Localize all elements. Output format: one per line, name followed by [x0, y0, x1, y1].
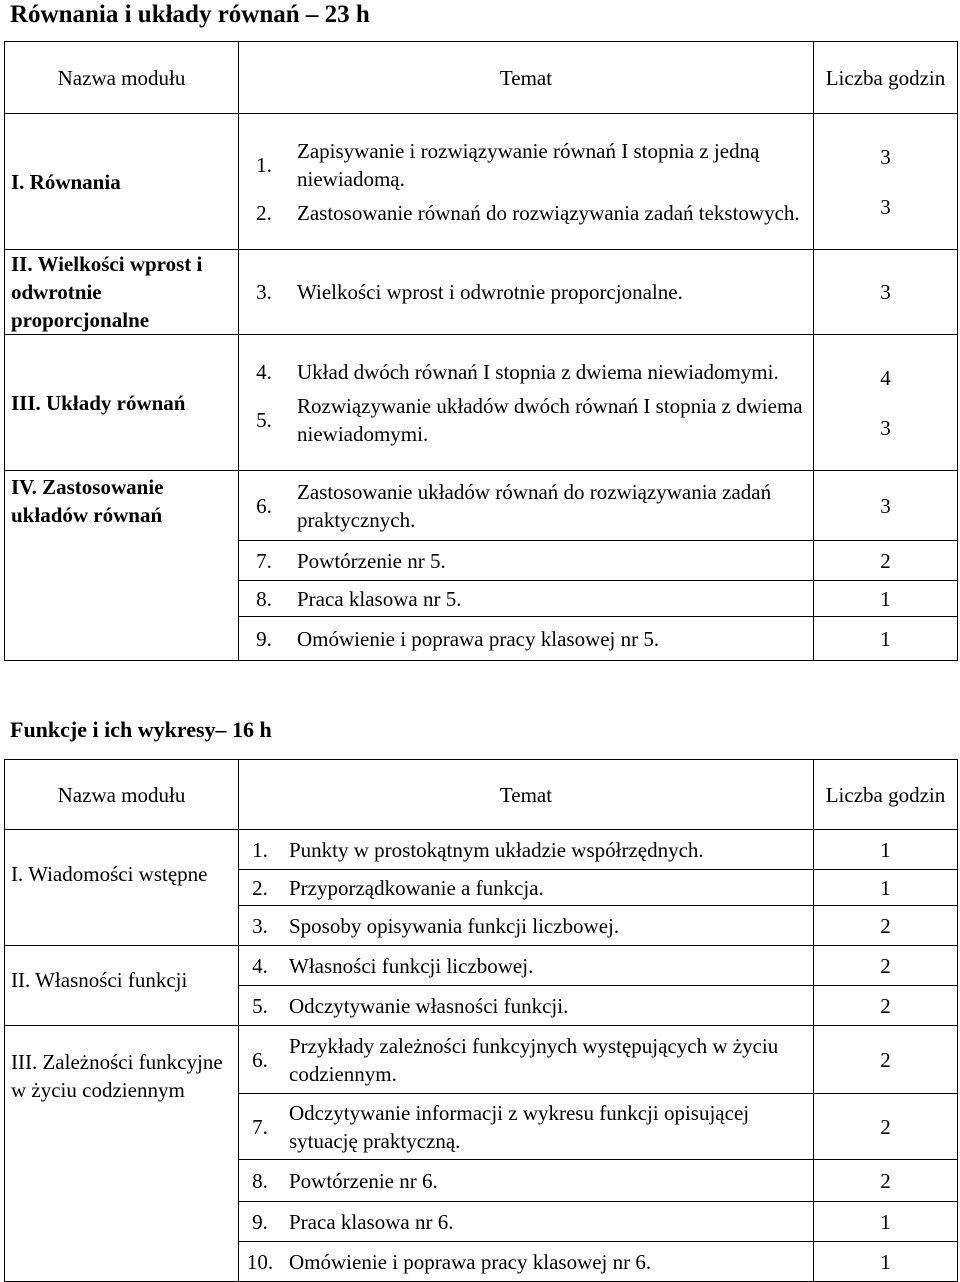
- topic-entry: [245, 1208, 807, 1236]
- topic-text: Odczytywanie informacji z wykresu funkcji opisującej sytuację praktyczną.: [289, 1100, 750, 1153]
- header-hours: Liczba godzin: [814, 42, 958, 114]
- topic-cell: [239, 986, 814, 1026]
- module-name: I. Wiadomości wstępne: [5, 830, 239, 946]
- topic-row: [5, 830, 958, 870]
- topic-hours: 1: [814, 617, 958, 661]
- topic-number: 10.: [246, 1249, 274, 1274]
- topic-number: 4.: [256, 359, 272, 384]
- topic-cell: [239, 114, 814, 250]
- topic-number: 5.: [252, 993, 268, 1018]
- topic-entry: [245, 874, 807, 902]
- topic-number: 2.: [256, 200, 272, 225]
- module-name: III. Układy równań: [5, 335, 239, 471]
- topic-number: 7.: [256, 548, 272, 573]
- topic-entry: [245, 392, 807, 448]
- topic-hours: 2: [814, 1094, 958, 1160]
- section-title-equations: Równania i układy równań – 23 h: [10, 1, 370, 28]
- topic-hours: 1: [814, 870, 958, 906]
- topic-text: Omówienie i poprawa pracy klasowej nr 5.: [297, 626, 660, 651]
- topic-text: Przyporządkowanie a funkcja.: [289, 875, 544, 900]
- topic-number: 3.: [252, 913, 268, 938]
- topic-number: 8.: [252, 1168, 268, 1193]
- topic-text: Zastosowanie układów równań do rozwiązywania zadań praktycznych.: [297, 479, 772, 532]
- topic-number: 7.: [252, 1114, 268, 1139]
- topic-text: Wielkości wprost i odwrotnie proporcjonalne.: [297, 280, 683, 304]
- topic-entry: [245, 137, 807, 193]
- hours-cell: [814, 335, 958, 471]
- functions-curriculum-table: [4, 759, 958, 1282]
- topic-number: 1.: [252, 837, 268, 862]
- header-topic: Temat: [239, 42, 814, 114]
- topic-entry: [245, 358, 807, 386]
- topic-cell: [239, 250, 814, 335]
- header-row: [5, 42, 958, 114]
- topic-text: Praca klasowa nr 5.: [297, 586, 462, 611]
- topic-text: Praca klasowa nr 6.: [289, 1209, 454, 1234]
- topic-number: 8.: [256, 586, 272, 611]
- topic-row: [5, 1026, 958, 1094]
- header-module-name: Nazwa modułu: [5, 760, 239, 830]
- topic-entry: [245, 1032, 807, 1088]
- topic-entry: [245, 1167, 807, 1195]
- topic-hours: 1: [814, 830, 958, 870]
- module-name: III. Zależności funkcyjne w życiu codziennym: [5, 1026, 239, 1282]
- topic-number: 1.: [256, 152, 272, 177]
- hours-cell: [814, 114, 958, 250]
- module-row: [5, 250, 958, 335]
- topic-text: Zapisywanie i rozwiązywanie równań I stopnia z jedną niewiadomą.: [297, 138, 760, 191]
- module-name: II. Wielkości wprost i odwrotnie proporcjonalne: [5, 250, 239, 335]
- topic-entry: [245, 1099, 807, 1155]
- module-name: IV. Zastosowanie układów równań: [5, 471, 239, 661]
- topic-entry: [245, 1248, 807, 1276]
- topic-text: Zastosowanie równań do rozwiązywania zadań tekstowych.: [297, 200, 800, 225]
- topic-hours: 2: [814, 1026, 958, 1094]
- topic-cell: [239, 830, 814, 870]
- topic-entry: [245, 625, 807, 653]
- topic-number: 3.: [256, 280, 272, 304]
- topic-text: Rozwiązywanie układów dwóch równań I stopnia z dwiema niewiadomymi.: [297, 393, 803, 446]
- topic-hours: 4: [880, 365, 891, 390]
- topic-hours: 2: [814, 946, 958, 986]
- topic-text: Odczytywanie własności funkcji.: [289, 993, 569, 1018]
- hours-cell: [814, 250, 958, 335]
- topic-hours: 3: [814, 471, 958, 541]
- topic-number: 9.: [256, 626, 272, 651]
- topic-number: 9.: [252, 1209, 268, 1234]
- topic-hours: 3: [880, 194, 891, 219]
- header-module-name: Nazwa modułu: [5, 42, 239, 114]
- topic-cell: [239, 1026, 814, 1094]
- topic-row: [5, 471, 958, 541]
- topic-entry: [245, 952, 807, 980]
- topic-hours: 2: [814, 541, 958, 581]
- module-row: [5, 114, 958, 250]
- header-topic: Temat: [239, 760, 814, 830]
- topic-cell: [239, 1160, 814, 1202]
- module-name: II. Własności funkcji: [5, 946, 239, 1026]
- topic-cell: [239, 1094, 814, 1160]
- topic-entry: [245, 992, 807, 1020]
- module-row: [5, 335, 958, 471]
- topic-text: Powtórzenie nr 5.: [297, 548, 446, 573]
- module-name: I. Równania: [5, 114, 239, 250]
- topic-cell: [239, 906, 814, 946]
- topic-entry: [245, 912, 807, 940]
- topic-text: Powtórzenie nr 6.: [289, 1168, 438, 1193]
- topic-hours: 1: [814, 1202, 958, 1242]
- header-hours: Liczba godzin: [814, 760, 958, 830]
- topic-number: 4.: [252, 953, 268, 978]
- topic-entry: [245, 836, 807, 864]
- topic-cell: [239, 617, 814, 661]
- topic-hours: 2: [814, 1160, 958, 1202]
- topic-row: [5, 946, 958, 986]
- topic-hours: 1: [814, 581, 958, 617]
- topic-number: 6.: [252, 1047, 268, 1072]
- topic-text: Własności funkcji liczbowej.: [289, 953, 534, 978]
- topic-text: Przykłady zależności funkcyjnych występujących w życiu codziennym.: [289, 1033, 779, 1086]
- topic-number: 6.: [256, 493, 272, 518]
- topic-entry: [245, 199, 807, 227]
- topic-hours: 3: [880, 280, 891, 304]
- topic-hours: 1: [814, 1242, 958, 1282]
- topic-cell: [239, 471, 814, 541]
- topic-text: Sposoby opisywania funkcji liczbowej.: [289, 913, 620, 938]
- topic-hours: 2: [814, 986, 958, 1026]
- topic-text: Punkty w prostokątnym układzie współrzędnych.: [289, 837, 704, 862]
- topic-cell: [239, 541, 814, 581]
- section-title-functions: Funkcje i ich wykresy– 16 h: [10, 717, 272, 742]
- topic-hours: 2: [814, 906, 958, 946]
- topic-entry: [245, 585, 807, 613]
- topic-number: 2.: [252, 875, 268, 900]
- topic-entry: [245, 547, 807, 575]
- topic-text: Omówienie i poprawa pracy klasowej nr 6.: [289, 1249, 652, 1274]
- topic-entry: [245, 478, 807, 534]
- topic-entry: [245, 278, 807, 306]
- topic-text: Układ dwóch równań I stopnia z dwiema niewiadomymi.: [297, 359, 779, 384]
- topic-cell: [239, 335, 814, 471]
- equations-curriculum-table: [4, 41, 958, 661]
- topic-hours: 3: [880, 144, 891, 169]
- header-row: [5, 760, 958, 830]
- topic-cell: [239, 581, 814, 617]
- topic-cell: [239, 1202, 814, 1242]
- topic-cell: [239, 870, 814, 906]
- topic-cell: [239, 946, 814, 986]
- topic-number: 5.: [256, 407, 272, 432]
- topic-cell: [239, 1242, 814, 1282]
- topic-hours: 3: [880, 415, 891, 440]
